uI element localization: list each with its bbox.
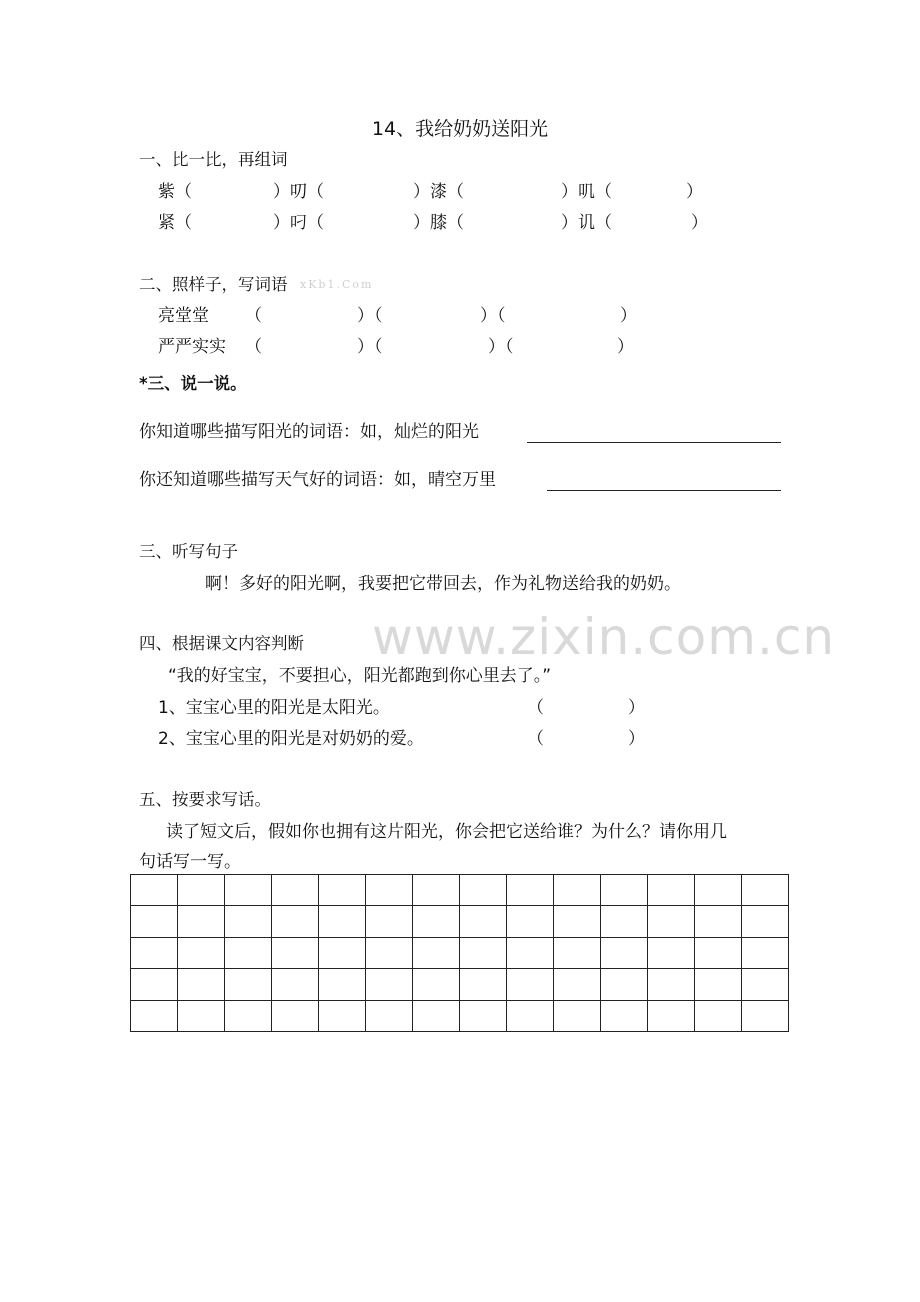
grid-cell[interactable] bbox=[178, 875, 225, 906]
grid-cell[interactable] bbox=[460, 875, 507, 906]
grid-cell[interactable] bbox=[413, 969, 460, 1000]
grid-cell[interactable] bbox=[178, 938, 225, 969]
grid-cell[interactable] bbox=[131, 906, 178, 937]
answer-line bbox=[547, 490, 781, 491]
grid-cell[interactable] bbox=[366, 906, 413, 937]
blank-paren: ）（ bbox=[357, 337, 383, 357]
grid-cell[interactable] bbox=[225, 875, 272, 906]
grid-cell[interactable] bbox=[272, 1001, 319, 1032]
grid-cell[interactable] bbox=[460, 1001, 507, 1032]
grid-cell[interactable] bbox=[413, 1001, 460, 1032]
grid-cell[interactable] bbox=[272, 938, 319, 969]
compare-char: ）叼（ bbox=[273, 213, 324, 233]
grid-cell[interactable] bbox=[413, 906, 460, 937]
writing-grid[interactable] bbox=[130, 874, 789, 1032]
grid-cell[interactable] bbox=[366, 1001, 413, 1032]
grid-cell[interactable] bbox=[460, 938, 507, 969]
grid-cell[interactable] bbox=[225, 969, 272, 1000]
grid-cell[interactable] bbox=[225, 1001, 272, 1032]
grid-cell[interactable] bbox=[507, 906, 554, 937]
section4-heading: 三、听写句子 bbox=[139, 542, 238, 561]
grid-cell[interactable] bbox=[601, 969, 648, 1000]
grid-cell[interactable] bbox=[554, 938, 601, 969]
grid-cell[interactable] bbox=[131, 875, 178, 906]
example-word: 严严实实 bbox=[158, 337, 226, 357]
grid-cell[interactable] bbox=[695, 938, 742, 969]
blank-paren: ）（ bbox=[357, 306, 383, 326]
quote: “我的好宝宝，不要担心，阳光都跑到你心里去了。” bbox=[168, 666, 552, 686]
writing-prompt-cont: 句话写一写。 bbox=[139, 852, 241, 872]
grid-cell[interactable] bbox=[319, 938, 366, 969]
grid-cell[interactable] bbox=[742, 938, 789, 969]
grid-cell[interactable] bbox=[178, 906, 225, 937]
section5-heading: 四、根据课文内容判断 bbox=[139, 634, 304, 653]
judge-item-text: 2、宝宝心里的阳光是对奶奶的爱。 bbox=[158, 729, 424, 749]
compare-char: ）叽（ bbox=[561, 182, 612, 202]
question-sunlight-words: 你知道哪些描写阳光的词语：如，灿烂的阳光 bbox=[139, 422, 479, 442]
grid-cell[interactable] bbox=[460, 906, 507, 937]
blank-paren: ） bbox=[617, 337, 634, 357]
blank-paren: ） bbox=[628, 729, 645, 749]
grid-cell[interactable] bbox=[554, 906, 601, 937]
grid-cell[interactable] bbox=[225, 906, 272, 937]
judge-item-text: 1、宝宝心里的阳光是太阳光。 bbox=[158, 698, 390, 718]
grid-cell[interactable] bbox=[695, 969, 742, 1000]
grid-cell[interactable] bbox=[648, 1001, 695, 1032]
grid-cell[interactable] bbox=[601, 906, 648, 937]
grid-cell[interactable] bbox=[366, 938, 413, 969]
grid-cell[interactable] bbox=[131, 938, 178, 969]
compare-char: ） bbox=[691, 213, 708, 233]
grid-cell[interactable] bbox=[366, 875, 413, 906]
grid-cell[interactable] bbox=[366, 969, 413, 1000]
grid-cell[interactable] bbox=[695, 906, 742, 937]
blank-paren: ） bbox=[628, 698, 645, 718]
grid-cell[interactable] bbox=[178, 969, 225, 1000]
watermark-small: xKb1.Com bbox=[300, 278, 374, 291]
answer-line bbox=[527, 442, 781, 443]
question-weather-words: 你还知道哪些描写天气好的词语：如，晴空万里 bbox=[139, 470, 496, 490]
grid-cell[interactable] bbox=[507, 969, 554, 1000]
grid-cell[interactable] bbox=[554, 969, 601, 1000]
grid-cell[interactable] bbox=[601, 875, 648, 906]
grid-cell[interactable] bbox=[413, 938, 460, 969]
grid-cell[interactable] bbox=[507, 875, 554, 906]
compare-char: ）膝（ bbox=[413, 213, 464, 233]
grid-cell[interactable] bbox=[648, 906, 695, 937]
section2-heading: 二、照样子，写词语 bbox=[139, 275, 288, 294]
grid-cell[interactable] bbox=[695, 875, 742, 906]
grid-cell[interactable] bbox=[131, 969, 178, 1000]
grid-cell[interactable] bbox=[554, 1001, 601, 1032]
grid-cell[interactable] bbox=[648, 875, 695, 906]
grid-cell[interactable] bbox=[601, 1001, 648, 1032]
grid-cell[interactable] bbox=[225, 938, 272, 969]
grid-cell[interactable] bbox=[742, 875, 789, 906]
grid-cell[interactable] bbox=[319, 875, 366, 906]
blank-paren: （ bbox=[527, 729, 544, 749]
section3-heading: *三、说一说。 bbox=[139, 374, 247, 393]
grid-cell[interactable] bbox=[460, 969, 507, 1000]
grid-cell[interactable] bbox=[413, 875, 460, 906]
grid-cell[interactable] bbox=[742, 969, 789, 1000]
grid-cell[interactable] bbox=[272, 906, 319, 937]
blank-paren: ） bbox=[620, 306, 637, 326]
dictation-sentence: 啊！多好的阳光啊，我要把它带回去，作为礼物送给我的奶奶。 bbox=[205, 574, 681, 594]
grid-cell[interactable] bbox=[648, 969, 695, 1000]
grid-cell[interactable] bbox=[178, 1001, 225, 1032]
grid-cell[interactable] bbox=[507, 1001, 554, 1032]
grid-cell[interactable] bbox=[695, 1001, 742, 1032]
compare-char: ） bbox=[686, 182, 703, 202]
compare-char: 紧（ bbox=[158, 213, 192, 233]
blank-paren: ）（ bbox=[488, 337, 514, 357]
grid-cell[interactable] bbox=[742, 1001, 789, 1032]
blank-paren: （ bbox=[527, 698, 544, 718]
grid-cell[interactable] bbox=[507, 938, 554, 969]
section1-heading: 一、比一比，再组词 bbox=[139, 150, 288, 169]
grid-cell[interactable] bbox=[554, 875, 601, 906]
section6-heading: 五、按要求写话。 bbox=[139, 790, 271, 809]
grid-cell[interactable] bbox=[319, 906, 366, 937]
grid-cell[interactable] bbox=[272, 875, 319, 906]
compare-char: 紫（ bbox=[158, 182, 192, 202]
grid-cell[interactable] bbox=[131, 1001, 178, 1032]
compare-char: ）漆（ bbox=[413, 182, 464, 202]
page-title: 14、我给奶奶送阳光 bbox=[371, 118, 549, 140]
example-word: 亮堂堂 bbox=[158, 306, 209, 326]
blank-paren: （ bbox=[245, 337, 262, 357]
grid-cell[interactable] bbox=[648, 938, 695, 969]
compare-char: ）讥（ bbox=[561, 213, 612, 233]
blank-paren: （ bbox=[245, 306, 262, 326]
watermark: www.zixin.com.cn bbox=[372, 608, 836, 666]
grid-cell[interactable] bbox=[742, 906, 789, 937]
grid-cell[interactable] bbox=[272, 969, 319, 1000]
compare-char: ）叨（ bbox=[273, 182, 324, 202]
blank-paren: ）（ bbox=[480, 306, 506, 326]
writing-prompt: 读了短文后，假如你也拥有这片阳光，你会把它送给谁？为什么？请你用几 bbox=[166, 822, 727, 842]
grid-cell[interactable] bbox=[319, 1001, 366, 1032]
grid-cell[interactable] bbox=[319, 969, 366, 1000]
grid-cell[interactable] bbox=[601, 938, 648, 969]
